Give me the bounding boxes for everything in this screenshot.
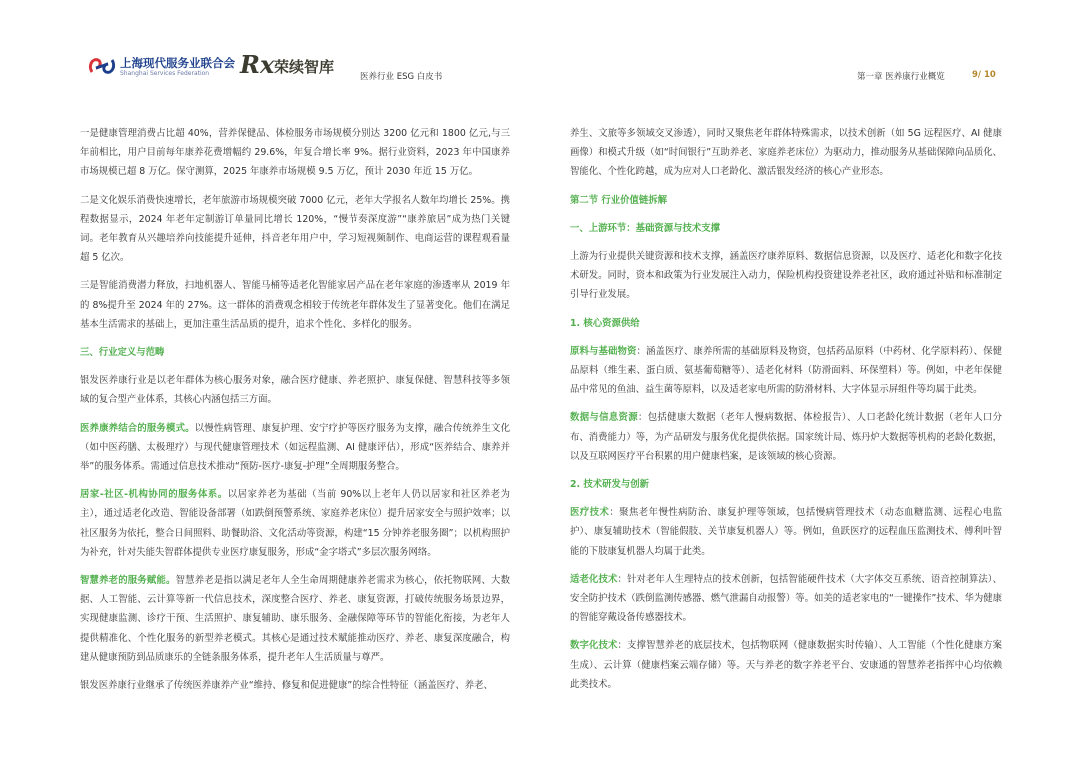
paragraph-text: 智慧养老是指以满足老年人全生命周期健康养老需求为核心，依托物联网、大数据、人工智能、云计算等新一代信息技术，深度整合医疗、养老、康复资源，打破传统服务场景边界，实现健康监测、诊疗干预、生活照护、康复辅助、康乐服务、金融保障等环节的智能化衔接，为老年人提供精准化、个性化服务的新型养老模式。其核心是通过技术赋能推动医疗、养老、康复深度融合，构建从健康预防到品质康乐的全链条服务体系，提升老年人生活质量与尊严。 [80, 575, 510, 663]
term-label: 智慧养老的服务赋能。 [80, 575, 176, 587]
paragraph: 一是健康管理消费占比超 40%，营养保健品、体检服务市场规模分别达 3200 亿元和 1800 亿元,与三年前相比，用户目前每年康养花费增幅约 29.6%，年复合增长率 9%。据行业资料，2023 年中国康养市场规模已超 8 万亿。保守测算，2025 年康养市场规模 9.5 万亿，预计 2030 年近 15 万亿。 [80, 128, 510, 178]
paragraph [80, 571, 510, 667]
term-label: 原料与基础物资 [570, 345, 637, 357]
term-label: 数字化技术 [570, 640, 618, 652]
subsection-heading: 1. 核心资源供给 [570, 317, 640, 329]
paragraph: 二是文化娱乐消费快速增长，老年旅游市场规模突破 7000 亿元，老年大学报名人数年均增长 25%。携程数据显示，2024 年老年定制游订单量同比增长 120%，“慢节奏深度游”“康养旅居”成为热门关键词。老年教育从兴趣培养向技能提升延伸，抖音老年用户中，学习短视频制作、电商运营的课程观看量超 5 亿次。 [80, 194, 510, 264]
subsection-heading: 2. 技术研发与创新 [570, 479, 649, 491]
paragraph [80, 485, 510, 562]
term-label: 适老化技术 [570, 573, 618, 585]
paragraph [80, 419, 510, 477]
paragraph [570, 503, 1002, 561]
paragraph: 银发医养康行业继承了传统医养康养产业“维持、修复和促进健康”的综合性特征（涵盖医疗、养老、 [80, 680, 493, 692]
paragraph [570, 636, 1002, 694]
ssf-name: 上海现代服务业联合会 [120, 56, 235, 70]
rongxu-name: 荣续智库 [274, 58, 335, 76]
paragraph-text: 以居家养老为基础（当前 90%以上老年人仍以居家和社区养老为主），通过适老化改造、智能设备部署（如跌倒预警系统、家庭养老床位）提升居家安全与照护效率；以社区服务为依托，整合日间照料、助餐助浴、文化活动等资源，构建“15 分钟养老服务圈”；以机构照护为补充，针对失能失智群体提供专业医疗康复服务，形成“金字塔式”多层次服务网络。 [80, 489, 510, 558]
chapter-title: 第一章 医养康行业概览 [857, 72, 945, 82]
term-label: 医养康养结合的服务模式。 [80, 422, 195, 434]
paragraph: 养生、文旅等多领域交叉渗透），同时又聚焦老年群体特殊需求，以技术创新（如 5G 远程医疗、AI 健康画像）和模式升级（如“时间银行”互助养老、家庭养老床位）为驱动力，推动服务从基础保障向品质化、智能化、个性化跨越，成为应对人口老龄化、激活银发经济的核心产业形态。 [570, 128, 1002, 178]
page-number: 9/ 10 [972, 70, 996, 80]
paragraph-text: 以慢性病管理、康复护理、安宁疗护等医疗服务为支撑，融合传统养生文化（如中医药膳、太极理疗）与现代健康管理技术（如远程监测、AI 健康评估），形成“医养结合、康养并举”的服务体系。需通过信息技术推动“预防-医疗-康复-护理”全周期服务整合。 [80, 422, 510, 473]
paragraph-text: ：包括健康大数据（老年人慢病数据、体检报告）、人口老龄化统计数据（老年人口分布、消费能力）等，为产品研发与服务优化提供依据。国家统计局、炼丹炉大数据等机构的老龄化数据，以及互联网医疗平台积累的用户健康档案，是该领域的核心资源。 [570, 412, 1002, 462]
paragraph: 上游为行业提供关键资源和技术支撑，涵盖医疗康养原料、数据信息资源，以及医疗、适老化和数字化技术研发。同时，资本和政策为行业发展注入动力，保险机构投资建设养老社区，政府通过补贴和标准制定引导行业发展。 [570, 251, 1002, 301]
rongxu-logo [240, 50, 360, 84]
doc-title: 医养行业 ESG 白皮书 [360, 72, 443, 82]
paragraph [570, 408, 1002, 466]
paragraph: 银发医养康行业是以老年群体为核心服务对象，融合医疗健康、养老照护、康复保健、智慧科技等多领域的复合型产业体系，其核心内涵包括三方面。 [80, 375, 510, 406]
section-heading: 三、行业定义与范畴 [80, 347, 165, 359]
ssf-name-en: Shanghai Services Federation [120, 70, 210, 77]
paragraph-text: ：支撑智慧养老的底层技术，包括物联网（健康数据实时传输）、人工智能（个性化健康方案生成）、云计算（健康档案云端存储）等。天与养老的数字养老平台、安康通的智慧养老指挥中心均依赖此类技术。 [570, 640, 1002, 690]
paragraph: 三是智能消费潜力释放，扫地机器人、智能马桶等适老化智能家居产品在老年家庭的渗透率从 2019 年的 8%提升至 2024 年的 27%。这一群体的消费观念相较于传统老年群体发生了显著变化。他们在满足基本生活需求的基础上，更加注重生活品质的提升，追求个性化、多样化的服务。 [80, 280, 510, 330]
left-column [80, 124, 510, 704]
term-label: 数据与信息资源 [570, 412, 638, 424]
subsection-heading: 一、上游环节：基础资源与技术支撑 [570, 222, 721, 234]
ssf-logo [88, 52, 235, 82]
rx-mark: Rx [240, 50, 275, 79]
section-heading: 第二节 行业价值链拆解 [570, 194, 668, 206]
right-column [570, 124, 1002, 703]
paragraph-text: ：涵盖医疗、康养所需的基础原料及物资，包括药品原料（中药材、化学原料药）、保健品原料（维生素、蛋白质、氨基葡萄糖等）、适老化材料（防滑面料、环保塑料）等。例如，中老年保健品中常见的鱼油、益生菌等原料，以及适老家电所需的防滑材料、大字体显示屏组件等均属于此类。 [570, 345, 1002, 396]
paragraph-text: ：聚焦老年慢性病防治、康复护理等领域，包括慢病管理技术（动态血糖监测、远程心电监护）、康复辅助技术（智能假肢、关节康复机器人）等。例如，鱼跃医疗的远程血压监测技术、傅利叶智能的下肢康复机器人均属于此类。 [570, 507, 1002, 557]
paragraph [570, 342, 1002, 400]
paragraph-text: ：针对老年人生理特点的技术创新，包括智能硬件技术（大字体交互系统、语音控制算法）、安全防护技术（跌倒监测传感器、燃气泄漏自动报警）等。如美的适老家电的“一键操作”技术、华为健康的智能穿戴设备传感器技术。 [570, 573, 1002, 624]
ssf-emblem-icon [88, 54, 116, 78]
paragraph [570, 570, 1002, 628]
page-header [0, 0, 1080, 100]
term-label: 医疗技术 [570, 507, 610, 519]
term-label: 居家-社区-机构协同的服务体系。 [80, 489, 228, 501]
